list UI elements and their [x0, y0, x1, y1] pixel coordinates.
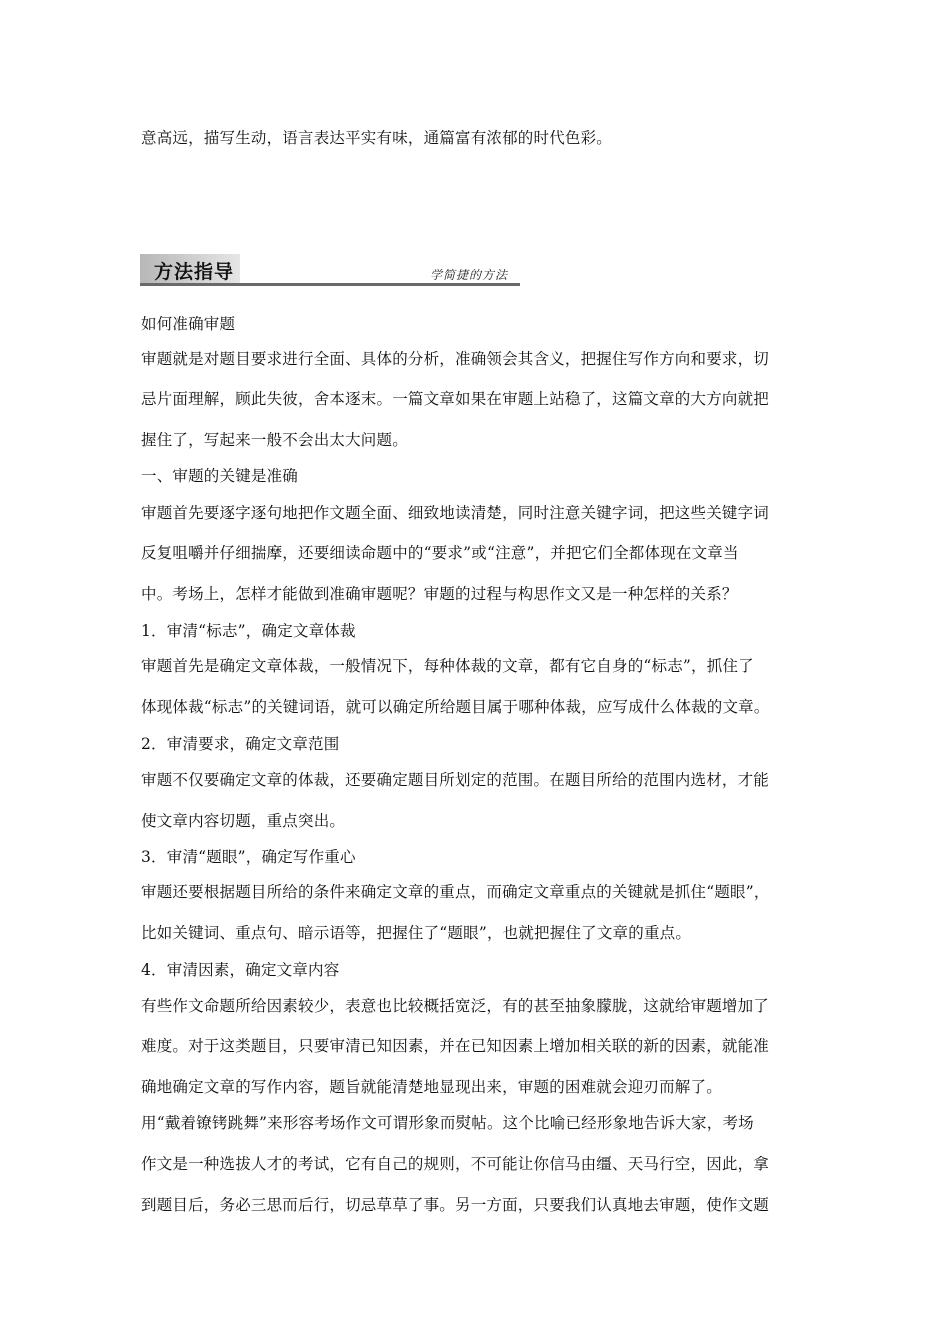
body-line: 用“戴着镣铐跳舞”来形容考场作文可谓形象而熨帖。这个比喻已经形象地告诉大家，考场: [141, 1114, 754, 1132]
body-line: 中。考场上，怎样才能做到准确审题呢？审题的过程与构思作文又是一种怎样的关系？: [141, 585, 738, 603]
body-line: 使文章内容切题，重点突出。: [141, 812, 346, 830]
body-line: 忌片面理解，顾此失彼，舍本逐末。一篇文章如果在审题上站稳了，这篇文章的大方向就把: [141, 390, 770, 408]
subheading-how-to-examine: 如何准确审题: [141, 315, 236, 333]
heading-one: 一、审题的关键是准确: [141, 467, 299, 485]
numbered-heading-4: 4．审清因素，确定文章内容: [141, 961, 340, 979]
body-line: 有些作文命题所给因素较少，表意也比较概括宽泛，有的甚至抽象朦胧，这就给审题增加了: [141, 997, 770, 1015]
numbered-heading-3: 3．审清“题眼”，确定写作重心: [141, 848, 356, 866]
section-subtitle: 学简捷的方法: [430, 268, 509, 282]
body-line: 作文是一种选拔人才的考试，它有自己的规则，不可能让你信马由缰、天马行空，因此，拿: [141, 1155, 770, 1173]
body-line: 比如关键词、重点句、暗示语等，把握住了“题眼”，也就把握住了文章的重点。: [141, 924, 692, 942]
body-line: 到题目后，务必三思而后行，切忌草草了事。另一方面，只要我们认真地去审题，使作文题: [141, 1196, 770, 1214]
body-line: 反复咀嚼并仔细揣摩，还要细读命题中的“要求”或“注意”，并把它们全都体现在文章当: [141, 544, 739, 562]
numbered-heading-2: 2．审清要求，确定文章范围: [141, 735, 340, 753]
section-title: 方法指导: [154, 261, 235, 283]
body-line: 审题首先要逐字逐句地把作文题全面、细致地读清楚，同时注意关键字词，把这些关键字词: [141, 504, 770, 522]
body-line: 审题还要根据题目所给的条件来确定文章的重点，而确定文章重点的关键就是抓住“题眼”，: [141, 883, 770, 901]
numbered-heading-1: 1．审清“标志”，确定文章体裁: [141, 622, 356, 640]
section-rule: [140, 283, 520, 286]
body-line: 难度。对于这类题目，只要审清已知因素，并在已知因素上增加相关联的新的因素，就能准: [141, 1037, 770, 1055]
body-line: 体现体裁“标志”的关键词语，就可以确定所给题目属于哪种体裁，应写成什么体裁的文章。: [141, 698, 770, 716]
body-line: 审题就是对题目要求进行全面、具体的分析，准确领会其含义，把握住写作方向和要求，切: [141, 350, 770, 368]
intro-tail-paragraph: 意高远，描写生动，语言表达平实有味，通篇富有浓郁的时代色彩。: [141, 129, 613, 147]
body-line: 确地确定文章的写作内容，题旨就能清楚地显现出来，审题的困难就会迎刃而解了。: [141, 1078, 722, 1096]
body-line: 握住了，写起来一般不会出太大问题。: [141, 431, 408, 449]
body-line: 审题首先是确定文章体裁，一般情况下，每种体裁的文章，都有它自身的“标志”，抓住了: [141, 657, 754, 675]
body-line: 审题不仅要确定文章的体裁，还要确定题目所划定的范围。在题目所给的范围内选材，才能: [141, 771, 770, 789]
section-header: [140, 254, 520, 286]
